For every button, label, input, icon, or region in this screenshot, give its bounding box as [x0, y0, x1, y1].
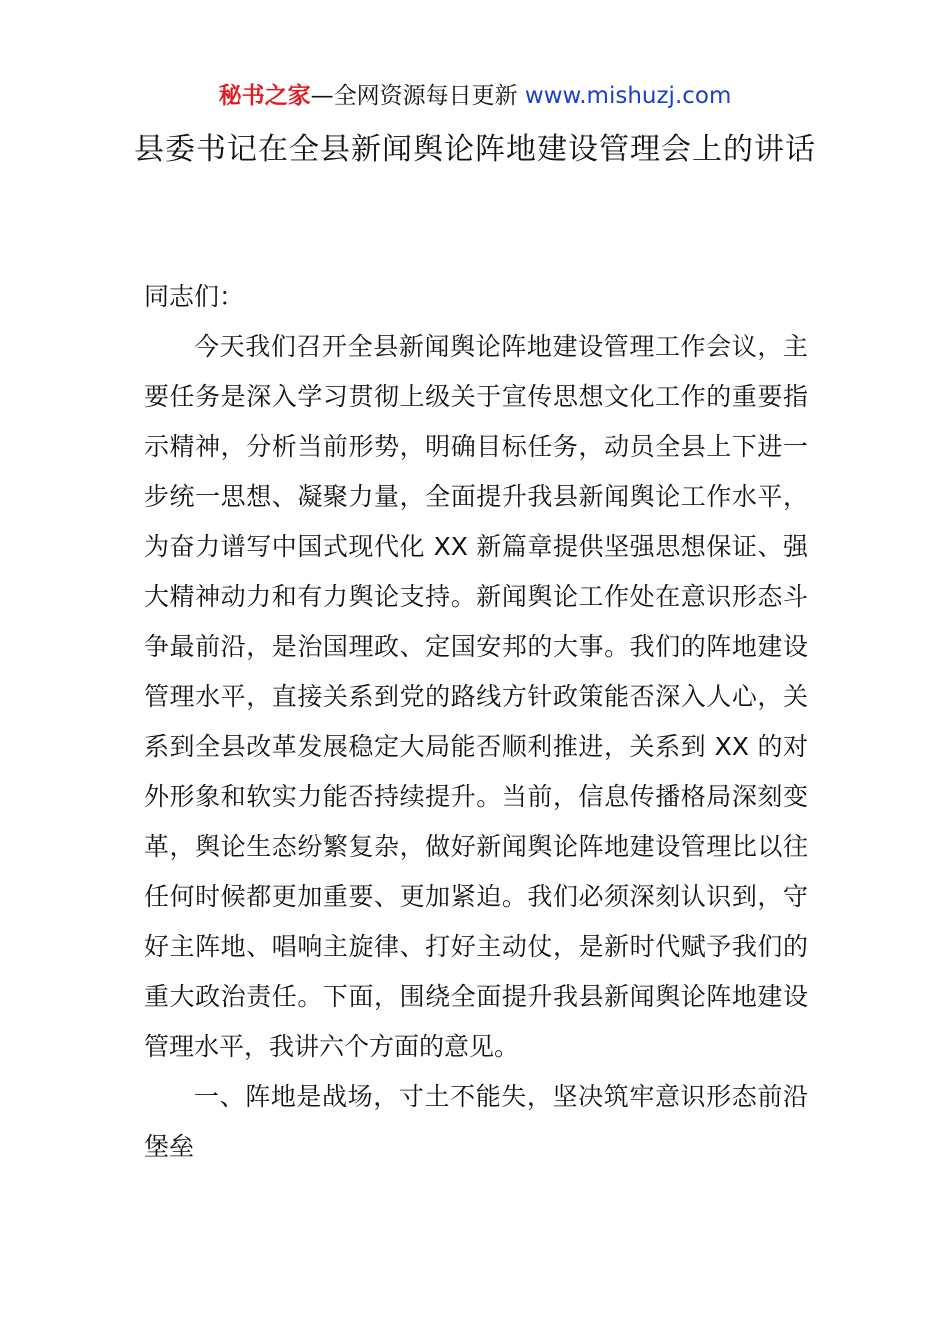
section-heading: 一、阵地是战场，寸土不能失，坚决筑牢意识形态前沿堡垒 — [144, 1082, 808, 1161]
paragraph: 今天我们召开全县新闻舆论阵地建设管理工作会议，主要任务是深入学习贯彻上级关于宣传思想文化工作的重要指示精神，分析当前形势，明确目标任务，动员全县上下进一步统一思想、凝聚力量，全面提升我县新闻舆论工作水平，为奋力谱写中国式现代化 XX 新篇章提供坚强思想保证、强大精神动力和有力舆论支持。新闻舆论工作处在意识形态斗争最前沿，是治国理政、定国安邦的大事。我们的阵地建设管理水平，直接关系到党的路线方针政策能否深入人心，关系到全县改革发展稳定大局能否顺利推进，关系到 XX 的对外形象和软实力能否持续提升。当前，信息传播格局深刻变革，舆论生态纷繁复杂，做好新闻舆论阵地建设管理比以往任何时候都更加重要、更加紧迫。我们必须深刻认识到，守好主阵地、唱响主旋律、打好主动仗，是新时代赋予我们的重大政治责任。下面，围绕全面提升我县新闻舆论阵地建设管理水平，我讲六个方面的意见。 — [144, 332, 808, 1061]
site-brand: 秘书之家 — [218, 83, 311, 109]
site-url-link[interactable]: www.mishuzj.com — [524, 83, 732, 109]
site-tagline: —全网资源每日更新 — [310, 83, 525, 109]
document-body — [144, 272, 808, 1172]
site-header — [0, 80, 950, 112]
document-title: 县委书记在全县新闻舆论阵地建设管理会上的讲话 — [134, 132, 816, 167]
greeting: 同志们： — [144, 282, 245, 311]
